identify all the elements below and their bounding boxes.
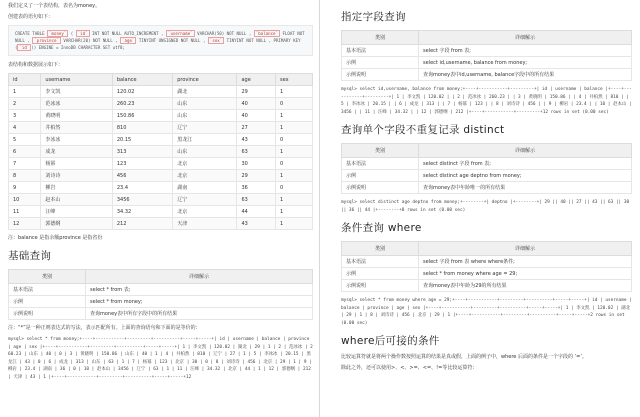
- table-cell: 李文凯: [41, 86, 113, 98]
- table-cell: 1: [276, 110, 313, 122]
- syntax-row: [9, 296, 313, 308]
- column-header-username: username: [41, 74, 113, 86]
- table-cell: 40: [237, 110, 276, 122]
- sql-identifier: `balance`: [255, 31, 278, 36]
- table-row: [9, 218, 313, 230]
- table-cell: 汪峰: [41, 206, 113, 218]
- table-row: [9, 158, 313, 170]
- create-label: 创建表的语句如下：: [8, 14, 54, 20]
- table-cell: 辽宁: [173, 194, 237, 206]
- table-cell: 10: [9, 194, 41, 206]
- syntax-detail: select 字段 from 表 where where条件;: [419, 256, 632, 268]
- table-cell: 212: [112, 218, 172, 230]
- table-cell: 23.4: [112, 182, 172, 194]
- table-cell: 李冰冰: [41, 134, 113, 146]
- table-cell: 5: [9, 134, 41, 146]
- column-header-balance: balance: [112, 74, 172, 86]
- table-cell: 63: [237, 194, 276, 206]
- table-cell: 12: [9, 218, 41, 230]
- sql-identifier: `id`: [19, 45, 30, 50]
- table-cell: 辽宁: [173, 122, 237, 134]
- table-cell: 150.86: [112, 110, 172, 122]
- syntax-header-category: 类别: [9, 270, 86, 284]
- table-cell: 郭德纲: [41, 218, 113, 230]
- syntax-detail: select distinct age deptno from money;: [419, 170, 632, 182]
- syntax-category: 示例说明: [342, 280, 419, 292]
- sql-text: (: [68, 31, 76, 36]
- table-cell: 40: [237, 98, 276, 110]
- table-cell: 313: [112, 146, 172, 158]
- table-cell: 123: [112, 158, 172, 170]
- syntax-header-detail: 详细解示: [86, 270, 313, 284]
- syntax-detail: 查询money表中所有字段中的所有结果: [86, 308, 313, 320]
- sql-identifier: `age`: [122, 38, 135, 43]
- syntax-row: [9, 284, 313, 296]
- syntax-category: 示例: [9, 296, 86, 308]
- syntax-row: [342, 57, 632, 69]
- table-cell: 北京: [173, 158, 237, 170]
- table-cell: 43: [237, 134, 276, 146]
- table-cell: 27: [237, 122, 276, 134]
- table-cell: 北京: [173, 206, 237, 218]
- syntax-category: 示例: [342, 170, 419, 182]
- table-cell: 湖北: [173, 86, 237, 98]
- table-row: [9, 182, 313, 194]
- syntax-category: 示例: [342, 57, 419, 69]
- table-label: 表结构和数据展示如下：: [8, 62, 64, 68]
- syntax-detail: select id,username, balance from money;: [419, 57, 632, 69]
- syntax-row: [342, 158, 632, 170]
- syntax-detail: 查询money表中id,username, balance字段中的所有结果: [419, 69, 632, 81]
- money-data-table: [8, 73, 313, 230]
- fields-query-output: mysql> select id,username, balance from money;+----+-----------+---------+| id | username | balance |+----+-----------+---------+| 1 | 李文凯 | 120.02 | | 2 | 范冰冰 | 260.23 | | 3 | 黄晓明 | 150.86 | | 4 | 井柏然 | 810 | | 5 | 李冰冰 | 20.15 | | 6 | 成龙 | 313 | | 7 | 杨幂 | 123 | | 8 | 刘诗诗 | 456 | | 9 | 柳岩 | 23.4 | | 10 | 赵本山 | 3456 | | 11 | 汪峰 | 34.32 | | 12 | 郭德纲 | 212 |+----+-----------+---------+12 rows in set (0.00 sec): [341, 87, 632, 115]
- table-cell: 刘诗诗: [41, 170, 113, 182]
- column-header-province: province: [173, 74, 237, 86]
- syntax-category: 示例说明: [342, 182, 419, 194]
- column-header-id: id: [9, 74, 41, 86]
- table-row: [9, 98, 313, 110]
- sql-identifier: `money`: [49, 31, 67, 36]
- star-note: 注：“*”是一种正则表达式的写法，表示匹配所有。上面的查询语句和下面的是等价的：: [8, 325, 201, 331]
- table-cell: 杨幂: [41, 158, 113, 170]
- heading-field-query: 指定字段查询: [341, 11, 406, 23]
- table-cell: 1: [276, 206, 313, 218]
- table-cell: 29: [237, 86, 276, 98]
- table-row: [9, 170, 313, 182]
- table-cell: 44: [237, 206, 276, 218]
- table-cell: 1: [276, 218, 313, 230]
- syntax-header-detail: 详细解示: [419, 242, 632, 256]
- table-cell: 3456: [112, 194, 172, 206]
- table-cell: 6: [9, 146, 41, 158]
- basic-query-output: mysql> select * from money;+----+-----------+---------+----------+-----+-----+| id | username | balance | province | age | sex |+----+-----------+---------+----------+-----+-----+| 1 | 李文凯 | 120.02 | 湖北 | 29 | 1 | 2 | 范冰冰 | 260.23 | 山东 | 40 | 0 | 3 | 黄晓明 | 150.86 | 山东 | 40 | 1 | 4 | 井柏然 | 810 | 辽宁 | 27 | 1 | 5 | 李冰冰 | 20.15 | 黑龙江 | 43 | 0 | 6 | 成龙 | 313 | 山东 | 63 | 1 | 7 | 杨幂 | 123 | 北京 | 30 | 0 | 8 | 刘诗诗 | 456 | 北京 | 29 | 1 | 9 | 柳岩 | 23.4 | 湖南 | 36 | 0 | 10 | 赵本山 | 3456 | 辽宁 | 63 | 1 | 11 | 汪峰 | 34.32 | 北京 | 44 | 1 | 12 | 郭德纲 | 212 | 天津 | 43 | 1 |+----+-----------+---------+----------+-----+-----+12: [8, 337, 313, 380]
- sql-text: TINYINT UNSIGNED NOT NULL ,: [136, 38, 208, 43]
- table-cell: 山东: [173, 146, 237, 158]
- sql-identifier: `username`: [167, 31, 193, 36]
- distinct-syntax-table: [341, 143, 632, 194]
- syntax-detail: 查询money表中年龄唯一的所有结果: [419, 182, 632, 194]
- table-cell: 34.32: [112, 206, 172, 218]
- sql-text: VARCHAR(50) NOT NULL ,: [194, 31, 254, 36]
- sql-identifier: `province`: [34, 38, 59, 43]
- table-cell: 山东: [173, 110, 237, 122]
- table-cell: 63: [237, 146, 276, 158]
- table-header-row: [9, 74, 313, 86]
- table-cell: 1: [9, 86, 41, 98]
- syntax-row: [342, 45, 632, 57]
- table-cell: 黑龙江: [173, 134, 237, 146]
- table-cell: 黄晓明: [41, 110, 113, 122]
- table-cell: 0: [276, 182, 313, 194]
- sql-text: CREATE TABLE: [15, 31, 48, 36]
- sql-text: TINYINT NOT NULL , PRIMARY KEY (: [15, 38, 301, 50]
- table-cell: 30: [237, 158, 276, 170]
- syntax-category: 示例说明: [342, 69, 419, 81]
- syntax-header-category: 类别: [342, 31, 419, 45]
- syntax-detail: select distinct 字段 from 表;: [419, 158, 632, 170]
- table-cell: 456: [112, 170, 172, 182]
- sql-text: VARCHAR(20) NOT NULL ,: [60, 38, 121, 43]
- heading-basic-query: 基础查询: [8, 250, 52, 262]
- table-cell: 43: [237, 218, 276, 230]
- syntax-row: [342, 280, 632, 292]
- table-cell: 2: [9, 98, 41, 110]
- table-cell: 1: [276, 194, 313, 206]
- table-cell: 36: [237, 182, 276, 194]
- field-note: 注：balance 是指余额province 是指省份: [8, 235, 103, 241]
- table-cell: 0: [276, 158, 313, 170]
- operators-note: 除此之外，还可以使用>、<、>=、<=、!=等比较运算符：: [341, 365, 478, 371]
- syntax-detail: select * from 表;: [86, 284, 313, 296]
- syntax-row: [342, 256, 632, 268]
- create-table-code-block: [8, 25, 313, 56]
- table-cell: 120.02: [112, 86, 172, 98]
- sql-identifier: `id`: [77, 31, 88, 36]
- heading-where-conditions: where后可接的条件: [341, 335, 440, 347]
- table-row: [9, 110, 313, 122]
- syntax-row: [342, 182, 632, 194]
- table-cell: 赵本山: [41, 194, 113, 206]
- table-row: [9, 122, 313, 134]
- syntax-row: [9, 308, 313, 320]
- syntax-detail: select * from money where age = 29;: [419, 268, 632, 280]
- table-cell: 湖南: [173, 182, 237, 194]
- table-cell: 柳岩: [41, 182, 113, 194]
- table-cell: 范冰冰: [41, 98, 113, 110]
- table-cell: 1: [276, 86, 313, 98]
- table-cell: 7: [9, 158, 41, 170]
- syntax-header-detail: 详细解示: [419, 31, 632, 45]
- sql-identifier: `sex`: [209, 38, 223, 43]
- syntax-category: 基本语法: [342, 256, 419, 268]
- syntax-header-category: 类别: [342, 144, 419, 158]
- table-cell: 8: [9, 170, 41, 182]
- table-cell: 1: [276, 146, 313, 158]
- table-cell: 260.23: [112, 98, 172, 110]
- table-cell: 3: [9, 110, 41, 122]
- sql-text: FLOAT NOT NULL ,: [15, 31, 305, 43]
- syntax-category: 基本语法: [9, 284, 86, 296]
- table-cell: 20.15: [112, 134, 172, 146]
- syntax-category: 基本语法: [342, 45, 419, 57]
- column-header-age: age: [237, 74, 276, 86]
- heading-distinct-query: 查询单个字段不重复记录 distinct: [341, 124, 505, 136]
- table-cell: 北京: [173, 170, 237, 182]
- table-cell: 4: [9, 122, 41, 134]
- table-cell: 成龙: [41, 146, 113, 158]
- syntax-category: 示例: [342, 268, 419, 280]
- syntax-detail: select * from money;: [86, 296, 313, 308]
- table-row: [9, 134, 313, 146]
- table-cell: 井柏然: [41, 122, 113, 134]
- table-cell: 29: [237, 170, 276, 182]
- table-cell: 1: [276, 122, 313, 134]
- syntax-category: 示例说明: [9, 308, 86, 320]
- syntax-detail: 查询money表中年龄为29的所有结果: [419, 280, 632, 292]
- compare-note: 比较运算符就是将两个操作数按照运算的结果是真或假，上面的例子中，where 后面的条件是一个字段的 ‘=’。: [341, 354, 587, 360]
- table-cell: 0: [276, 98, 313, 110]
- syntax-row: [342, 69, 632, 81]
- table-cell: 0: [276, 134, 313, 146]
- table-cell: 天津: [173, 218, 237, 230]
- distinct-query-output: mysql> select distinct age deptno from money;+--------+| deptno |+--------+| 29 || 40 || 27 || 43 || 63 || 30 || 36 || 44 |+--------+8 rows in set (0.00 sec): [341, 200, 630, 213]
- syntax-header-category: 类别: [342, 242, 419, 256]
- fields-syntax-table: [341, 30, 632, 81]
- right-column: [321, 0, 640, 417]
- syntax-row: [342, 170, 632, 182]
- table-row: [9, 206, 313, 218]
- intro-text: 我们定义了一个表结构，表名为money。: [8, 3, 101, 9]
- basic-syntax-table: [8, 269, 313, 320]
- table-cell: 9: [9, 182, 41, 194]
- syntax-category: 基本语法: [342, 158, 419, 170]
- table-row: [9, 146, 313, 158]
- sql-text: )) ENGINE = InnoDB CHARACTER SET utf8;: [31, 45, 125, 50]
- syntax-row: [342, 268, 632, 280]
- table-row: [9, 194, 313, 206]
- where-query-output: mysql> select * from money where age = 29;+----+-----------+---------+----------+-----+-----+| id | username | balance | province | age | sex |+----+-----------+---------+----------+-----+-----+| 1 | 李文凯 | 120.02 | 湖北 | 29 | 1 | 8 | 刘诗诗 | 456 | 北京 | 29 | 1 |+----+-----------+---------+----------+-----+-----+2 rows in set (0.00 sec): [341, 298, 632, 326]
- where-syntax-table: [341, 241, 632, 292]
- heading-where-query: 条件查询 where: [341, 222, 422, 234]
- table-cell: 山东: [173, 98, 237, 110]
- table-cell: 11: [9, 206, 41, 218]
- column-header-sex: sex: [276, 74, 313, 86]
- syntax-detail: select 字段 from 表;: [419, 45, 632, 57]
- sql-text: INT NOT NULL AUTO_INCREMENT ,: [89, 31, 166, 36]
- table-cell: 810: [112, 122, 172, 134]
- table-cell: 1: [276, 170, 313, 182]
- table-row: [9, 86, 313, 98]
- syntax-header-detail: 详细解示: [419, 144, 632, 158]
